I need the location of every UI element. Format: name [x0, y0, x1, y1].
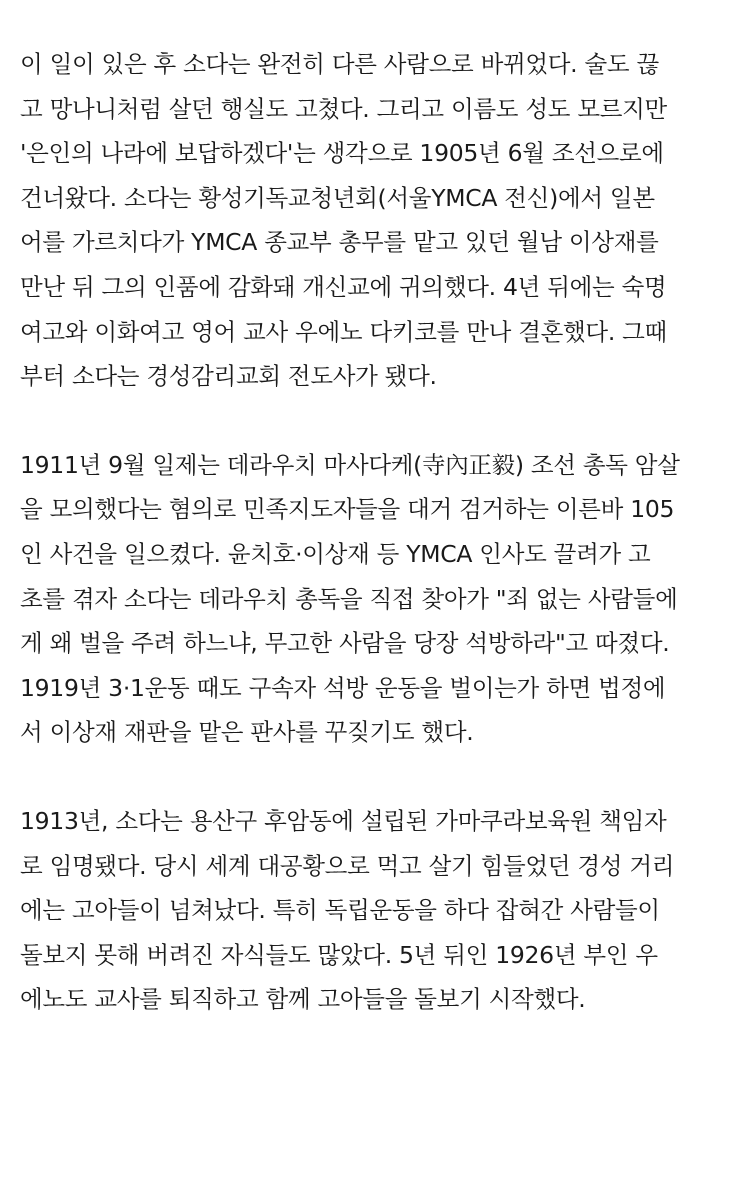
- text-line: 어를 가르치다가 YMCA 종교부 총무를 맡고 있던 월남 이상재를: [20, 228, 659, 257]
- text-line: '은인의 나라에 보답하겠다'는 생각으로 1905년 6월 조선으로에: [20, 139, 664, 168]
- text-line: 돌보지 못해 버려진 자식들도 많았다. 5년 뒤인 1926년 부인 우: [20, 940, 658, 969]
- text-line: 에는 고아들이 넘쳐났다. 특히 독립운동을 하다 잡혀간 사람들이: [20, 896, 660, 925]
- text-line: 초를 겪자 소다는 데라우치 총독을 직접 찾아가 "죄 없는 사람들에: [20, 584, 678, 613]
- paragraph-1: [20, 42, 736, 399]
- text-line: 고 망나니처럼 살던 행실도 고쳤다. 그리고 이름도 성도 모르지만: [20, 94, 667, 123]
- text-line: 만난 뒤 그의 인품에 감화돼 개신교에 귀의했다. 4년 뒤에는 숙명: [20, 272, 667, 301]
- text-line: 을 모의했다는 혐의로 민족지도자들을 대거 검거하는 이른바 105: [20, 495, 675, 524]
- text-line: 인 사건을 일으켰다. 윤치호·이상재 등 YMCA 인사도 끌려가 고: [20, 539, 651, 568]
- text-line: 1919년 3·1운동 때도 구속자 석방 운동을 벌이는가 하면 법정에: [20, 673, 666, 702]
- text-line: 여고와 이화여고 영어 교사 우에노 다키코를 만나 결혼했다. 그때: [20, 317, 667, 346]
- text-line: 서 이상재 재판을 맡은 판사를 꾸짖기도 했다.: [20, 718, 474, 747]
- text-line: 1913년, 소다는 용산구 후암동에 설립된 가마쿠라보육원 책임자: [20, 806, 667, 835]
- text-line: 1911년 9월 일제는 데라우치 마사다케(寺內正毅) 조선 총독 암살: [20, 450, 680, 479]
- text-line: 에노도 교사를 퇴직하고 함께 고아들을 돌보기 시작했다.: [20, 985, 586, 1014]
- text-line: 이 일이 있은 후 소다는 완전히 다른 사람으로 바뀌었다. 술도 끊: [20, 50, 659, 78]
- text-line: 부터 소다는 경성감리교회 전도사가 됐다.: [20, 362, 437, 391]
- article-body: [20, 42, 736, 1022]
- paragraph-3: [20, 799, 736, 1022]
- paragraph-2: [20, 443, 736, 755]
- text-line: 게 왜 벌을 주려 하느냐, 무고한 사람을 당장 석방하라"고 따졌다.: [20, 629, 670, 658]
- text-line: 건너왔다. 소다는 황성기독교청년회(서울YMCA 전신)에서 일본: [20, 183, 655, 212]
- text-line: 로 임명됐다. 당시 세계 대공황으로 먹고 살기 힘들었던 경성 거리: [20, 851, 675, 880]
